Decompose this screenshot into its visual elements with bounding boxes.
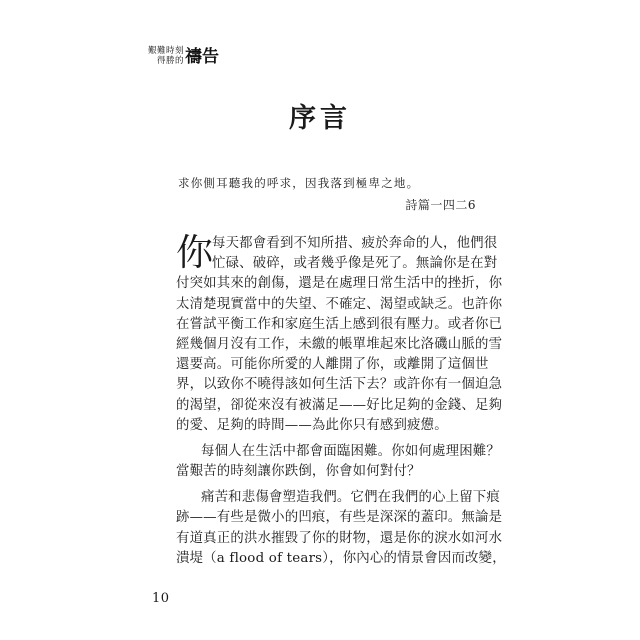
paragraph	[176, 231, 503, 436]
text-line: 忙碌、破碎，或者幾乎像是死了。無論你是在對	[212, 256, 498, 272]
drop-cap: 你	[176, 231, 213, 274]
page-number: 10	[152, 591, 170, 606]
chapter-title: 序言	[289, 103, 351, 134]
text-line: 每天都會看到不知所措、疲於奔命的人，他們很	[212, 236, 498, 251]
text-line: 付突如其來的創傷，還是在處理日常生活中的挫折，你	[176, 276, 503, 292]
body-text	[176, 231, 506, 575]
text-line: 有道真正的洪水摧毀了你的財物，還是你的淚水如河水	[176, 530, 503, 546]
paragraph	[176, 488, 506, 569]
running-header-small	[148, 46, 184, 66]
text-line: 跡——有些是微小的凹痕，有些是深深的蓋印。無論是	[176, 510, 503, 526]
running-header-line1: 艱難時刻	[148, 46, 185, 56]
text-line: 還要高。可能你所愛的人離開了你，或離開了這個世	[176, 357, 489, 373]
text-line: 的愛、足夠的時間——為此你只有感到疲憊。	[176, 417, 448, 433]
running-header-big: 禱告	[185, 47, 220, 67]
epigraph-reference: 詩篇一四二6	[405, 198, 476, 212]
text-line: 太清楚現實當中的失望、不確定、渴望或缺乏。也許你	[176, 296, 503, 312]
running-header-line2: 得勝的	[157, 56, 185, 66]
running-header	[148, 46, 219, 66]
text-line: 當艱苦的時刻讓你跌倒，你會如何對付？	[176, 464, 421, 480]
text-line: 經幾個月沒有工作，未繳的帳單堆起來比洛磯山脈的雪	[176, 336, 503, 352]
text-line: 的渴望，卻從來沒有被滿足——好比足夠的金錢、足夠	[176, 397, 503, 413]
paragraph	[176, 442, 500, 482]
text-line: 每個人在生活中都會面臨困難。你如何處理困難？	[201, 443, 500, 459]
text-line: 痛苦和悲傷會塑造我們。它們在我們的心上留下痕	[201, 490, 500, 506]
text-line: 在嘗試平衡工作和家庭生活上感到很有壓力。或者你已	[176, 316, 503, 332]
text-line: 界，以致你不曉得該如何生活下去？或許你有一個迫急	[176, 377, 503, 393]
epigraph-text: 求你側耳聽我的呼求，因我落到極卑之地。	[178, 176, 420, 190]
text-line: 潰堤（a flood of tears），你內心的情景會因而改變，	[176, 550, 506, 566]
